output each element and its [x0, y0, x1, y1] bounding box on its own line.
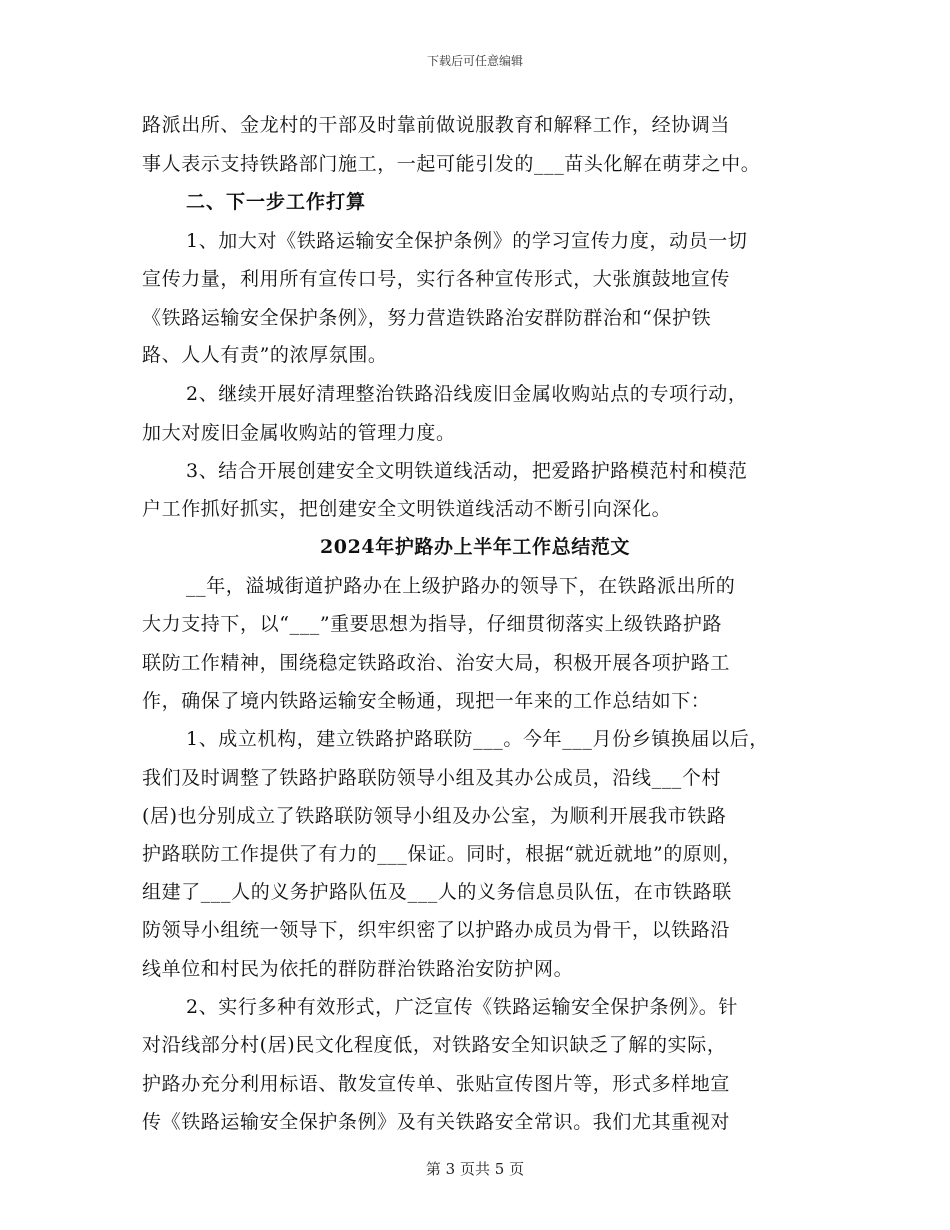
paragraph-line: 路、人人有责”的浓厚氛围。 [142, 344, 388, 366]
paragraph-line: 户工作抓好抓实，把创建安全文明铁道线活动不断引向深化。 [142, 498, 672, 520]
page-number: 第 3 页共 5 页 [425, 1160, 525, 1178]
paragraph-line: 组建了___人的义务护路队伍及___人的义务信息员队伍，在市铁路联 [142, 881, 732, 903]
paragraph-line: 线单位和村民为依托的群防群治铁路治安防护网。 [142, 958, 574, 980]
paragraph-line: 路派出所、金龙村的干部及时靠前做说服教育和解释工作，经协调当 [142, 114, 731, 136]
paragraph-line: 加大对废旧金属收购站的管理力度。 [142, 422, 456, 444]
paragraph-line: 我们及时调整了铁路护路联防领导小组及其办公成员，沿线___个村 [142, 767, 722, 789]
page-header: 下载后可任意编辑 [426, 54, 523, 68]
paragraph-line: 作，确保了境内铁路运输安全畅通，现把一年来的工作总结如下： [142, 690, 711, 712]
paragraph-line: 宣传力量，利用所有宣传口号，实行各种宣传形式，大张旗鼓地宣传 [142, 268, 731, 290]
paragraph-line: 大力支持下，以“___”重要思想为指导，仔细贯彻落实上级铁路护路 [142, 613, 723, 635]
paragraph-line: 传《铁路运输安全保护条例》及有关铁路安全常识。我们尤其重视对 [142, 1111, 731, 1133]
paragraph-line: 2、继续开展好清理整治铁路沿线废旧金属收购站点的专项行动， [186, 383, 748, 405]
paragraph-line: 1、加大对《铁路运输安全保护条例》的学习宣传力度，动员一切 [186, 230, 748, 252]
paragraph-line: 1、成立机构，建立铁路护路联防___。今年___月份乡镇换届以后， [186, 728, 769, 750]
paragraph-line: 防领导小组统一领导下，织牢织密了以护路办成员为骨干，以铁路沿 [142, 919, 731, 941]
paragraph-line: 《铁路运输安全保护条例》，努力营造铁路治安群防群治和“保护铁 [142, 307, 712, 329]
paragraph-line: 护路联防工作提供了有力的___保证。同时，根据“就近就地”的原则， [142, 843, 742, 865]
paragraph-line: 护路办充分利用标语、散发宣传单、张贴宣传图片等，形式多样地宣 [142, 1073, 731, 1095]
paragraph-line: 对沿线部分村(居)民文化程度低，对铁路安全知识缺乏了解的实际， [142, 1034, 727, 1056]
section-heading: 二、下一步工作打算 [186, 191, 367, 213]
paragraph-line: (居)也分别成立了铁路联防领导小组及办公室，为顺利开展我市铁路 [142, 805, 727, 827]
paragraph-line: 2、实行多种有效形式，广泛宣传《铁路运输安全保护条例》。针 [186, 996, 738, 1018]
paragraph-line: __年，溢城街道护路办在上级护路办的领导下，在铁路派出所的 [186, 575, 736, 597]
paragraph-line: 3、结合开展创建安全文明铁道线活动，把爱路护路模范村和模范 [186, 460, 748, 482]
paragraph-line: 联防工作精神，围绕稳定铁路政治、治安大局，积极开展各项护路工 [142, 652, 731, 674]
article-title: 2024年护路办上半年工作总结范文 [319, 536, 631, 558]
paragraph-line: 事人表示支持铁路部门施工，一起可能引发的___苗头化解在萌芽之中。 [142, 153, 761, 175]
